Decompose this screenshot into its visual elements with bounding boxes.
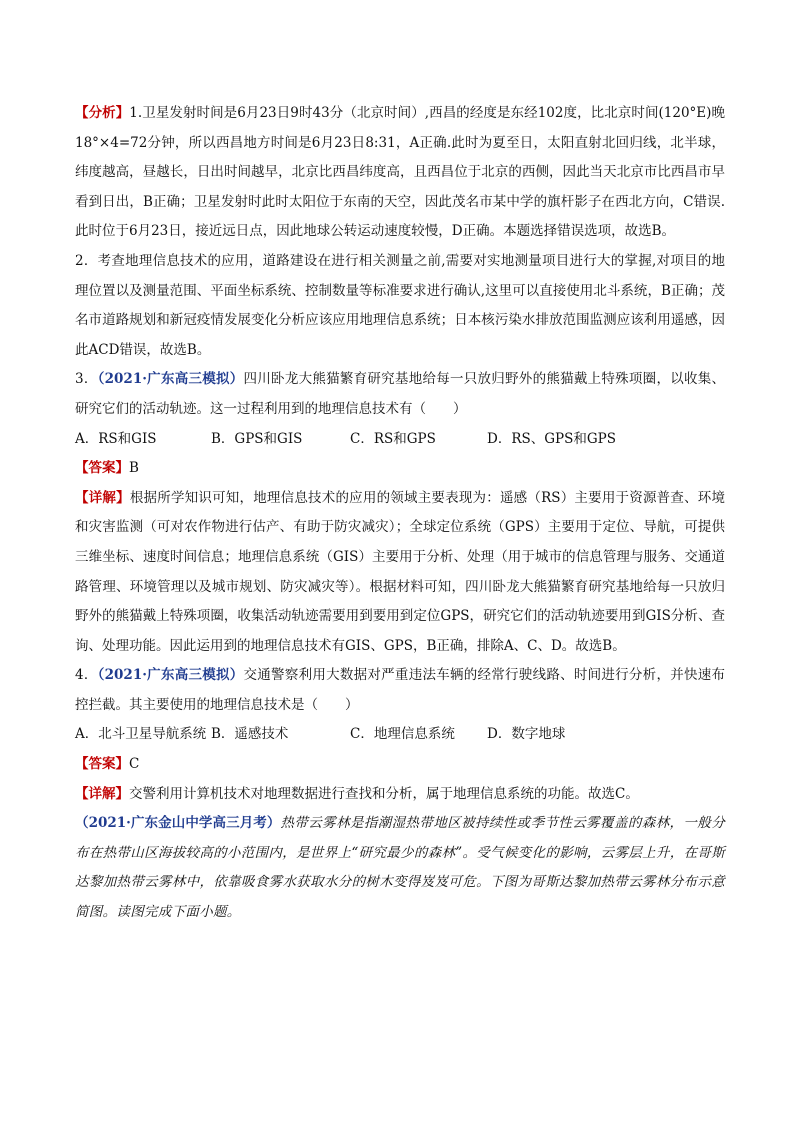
question-3-option-a: A．RS和GIS [75,430,157,447]
question-4-answer-value: C [129,756,140,773]
analysis-paragraph [75,99,725,247]
question-4-options [75,720,725,750]
question-3-stem: 四川卧龙大熊猫繁育研究基地给每一只放归野外的熊猫戴上特殊项圈，以收集、研究它们的活动轨迹。这一过程利用到的地理信息技术有（ ） [75,371,726,417]
question-3-detail [75,484,725,662]
analysis-text: 1.卫星发射时间是6月23日9时43分（北京时间）,西昌的经度是东经102度，比北京时间(120°E)晚18°×4=72分钟，所以西昌地方时间是6月23日8:31，A正确.此时为夏至日，太阳直射北回归线，北半球，纬度越高，昼越长，日出时间越早，北京比西昌纬度高，且西昌位于北京的西侧，因此当天北京市比西昌市早看到日出，B正确；卫星发射时此时太阳位于东南的天空，因此茂名市某中学的旗杆影子在西北方向，C错误.此时位于6月23日，接近远日点，因此地球公转运动速度较慢，D正确。本题选择错误选项，故选B。 [75,105,726,240]
question-3-option-c: C．RS和GPS [350,430,436,447]
question-3-detail-tag: 【详解】 [75,489,130,506]
question-3-number: 3． [75,371,98,388]
material-source: （2021·广东金山中学高三月考） [75,815,281,832]
material-paragraph [75,809,725,927]
question-3-answer-value: B [129,460,139,477]
question-4-source: （2021·广东高三模拟） [97,667,244,684]
question-3-answer [75,454,725,484]
question-4-detail-text: 交警利用计算机技术对地理数据进行查找和分析，属于地理信息系统的功能。故选C。 [129,785,639,802]
question-3-detail-text: 根据所学知识可知，地理信息技术的应用的领域主要表现为：遥感（RS）主要用于资源普查、环境和灾害监测（可对农作物进行估产、有助于防灾减灾）；全球定位系统（GPS）主要用于定位、导航，可提供三维坐标、速度时间信息；地理信息系统（GIS）主要用于分析、处理（用于城市的信息管理与服务、交通道路管理、环境管理以及城市规划、防灾减灾等）。根据材料可知，四川卧龙大熊猫繁育研究基地给每一只放归野外的熊猫戴上特殊项圈，收集活动轨迹需要用到要用到定位GPS，研究它们的活动轨迹要用到GIS分析、查询、处理功能。因此运用到的地理信息技术有GIS、GPS，B正确，排除A、C、D。故选B。 [75,489,726,654]
question-3 [75,365,725,424]
material-text: 热带云雾林是指潮湿热带地区被持续性或季节性云雾覆盖的森林，一般分布在热带山区海拔较高的小范围内，是世界上“研究最少的森林”。受气候变化的影响，云雾层上升，在哥斯达黎加热带云雾林中，依靠吸食雾水获取水分的树木变得岌岌可危。下图为哥斯达黎加热带云雾林分布示意简图。读图完成下面小题。 [75,815,725,921]
question-4-option-a: A．北斗卫星导航系统 [75,726,207,743]
question-4-answer [75,750,725,780]
question-4 [75,661,725,720]
question-3-options [75,425,725,455]
question-4-option-c: C．地理信息系统 [350,726,455,743]
question-4-number: 4． [75,667,98,684]
question-4-detail-tag: 【详解】 [75,785,129,802]
question-4-detail [75,780,725,810]
item2-paragraph: 2．考查地理信息技术的应用，道路建设在进行相关测量之前,需要对实地测量项目进行大的掌握,对项目的地理位置以及测量范围、平面坐标系统、控制数量等标准要求进行确认,这里可以直接使用北斗系统，B正确；茂名市道路规划和新冠疫情发展变化分析应该应用地理信息系统；日本核污染水排放范围监测应该利用遥感，因此ACD错误，故选B。 [75,252,725,358]
question-4-answer-tag: 【答案】 [75,756,129,773]
question-3-source: （2021·广东高三模拟） [97,371,244,388]
question-4-option-b: B．遥感技术 [211,726,289,743]
question-3-answer-tag: 【答案】 [75,460,129,477]
question-3-option-d: D．RS、GPS和GPS [487,430,616,447]
document-content [75,99,725,928]
question-4-stem: 交通警察利用大数据对严重违法车辆的经常行驶线路、时间进行分析，并快速布控拦截。其主要使用的地理信息技术是（ ） [75,667,726,713]
analysis-tag: 【分析】 [75,105,130,121]
question-3-option-b: B．GPS和GIS [211,430,303,447]
question-4-option-d: D．数字地球 [487,726,566,743]
